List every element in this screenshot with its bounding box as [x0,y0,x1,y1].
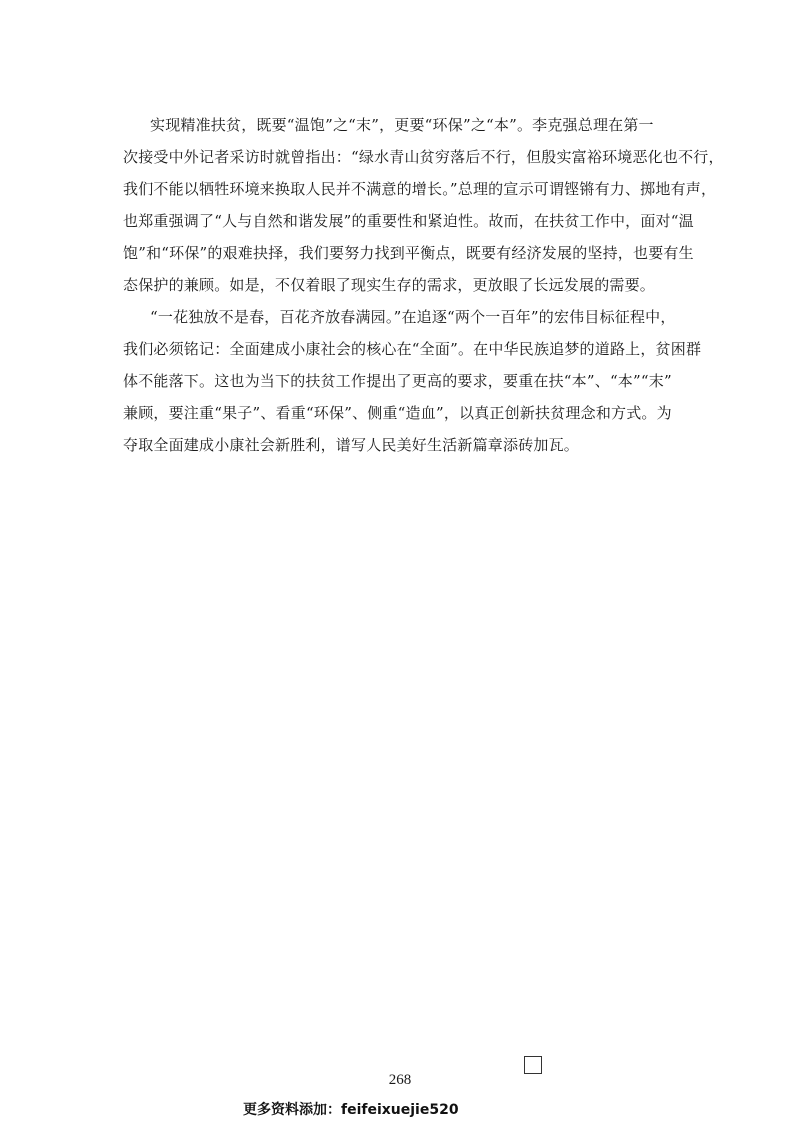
paragraph-2-line-4: 兼顾，要注重“果子”、看重“环保”、侧重“造血”，以真正创新扶贫理念和方式。为 [123,404,672,422]
paragraph-1-line-2: 次接受中外记者采访时就曾指出：“绿水青山贫穷落后不行，但殷实富裕环境恶化也不行， [123,148,724,166]
paragraph-2-line-1: “一花独放不是春，百花齐放春满园。”在追逐“两个一百年”的宏伟目标征程中， [150,308,676,326]
paragraph-1-line-3: 我们不能以牺牲环境来换取人民并不满意的增长。”总理的宣示可谓铿锵有力、掷地有声， [123,180,717,198]
page-number: 268 [388,1072,412,1088]
paragraph-1-line-5: 饱”和“环保”的艰难抉择，我们要努力找到平衡点，既要有经济发展的坚持，也要有生 [123,244,694,262]
paragraph-1-line-4: 也郑重强调了“人与自然和谐发展”的重要性和紧迫性。故而，在扶贫工作中，面对“温 [123,212,694,230]
paragraph-2-line-2: 我们必须铭记：全面建成小康社会的核心在“全面”。在中华民族追梦的道路上，贫困群 [123,340,702,358]
paragraph-2-line-3: 体不能落下。这也为当下的扶贫工作提出了更高的要求，要重在扶“本”、“本”“末” [123,372,672,390]
footer-note: 更多资料添加：feifeixuejie520 [243,1102,459,1118]
paragraph-1-line-1: 实现精准扶贫，既要“温饱”之“末”，更要“环保”之“本”。李克强总理在第一 [150,116,654,134]
paragraph-1-line-6: 态保护的兼顾。如是，不仅着眼了现实生存的需求，更放眼了长远发展的需要。 [123,276,656,294]
paragraph-2-line-5: 夺取全面建成小康社会新胜利，谱写人民美好生活新篇章添砖加瓦。 [123,436,580,454]
